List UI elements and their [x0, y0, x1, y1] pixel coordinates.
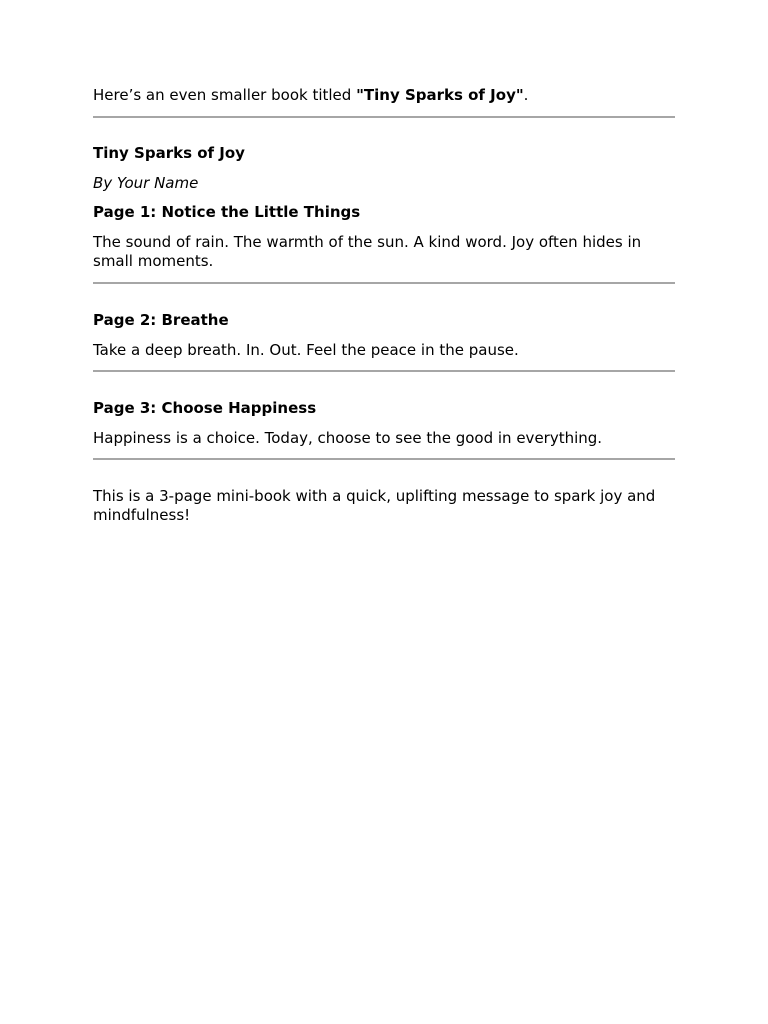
- divider-4: [93, 458, 675, 460]
- book-title: Tiny Sparks of Joy: [93, 144, 245, 162]
- divider-3: [93, 370, 675, 372]
- page-3-body: Happiness is a choice. Today, choose to see the good in everything.: [93, 429, 603, 447]
- intro-suffix: .: [523, 86, 529, 104]
- closing-note: This is a 3-page mini-book with a quick, uplifting message to spark joy and mindfulness!: [93, 487, 656, 524]
- intro-prefix: Here’s an even smaller book titled: [93, 86, 357, 104]
- divider-1: [93, 116, 675, 118]
- divider-2: [93, 282, 675, 284]
- book-author: By Your Name: [93, 174, 199, 192]
- page-3-heading: Page 3: Choose Happiness: [93, 399, 317, 417]
- page-1-heading: Page 1: Notice the Little Things: [93, 203, 361, 221]
- page-1-body: The sound of rain. The warmth of the sun. A kind word. Joy often hides in small moments.: [93, 233, 642, 270]
- intro-line: [93, 86, 675, 106]
- page-2-body: Take a deep breath. In. Out. Feel the peace in the pause.: [93, 341, 519, 359]
- page-2-heading: Page 2: Breathe: [93, 311, 229, 329]
- intro-book-title: "Tiny Sparks of Joy": [356, 86, 524, 104]
